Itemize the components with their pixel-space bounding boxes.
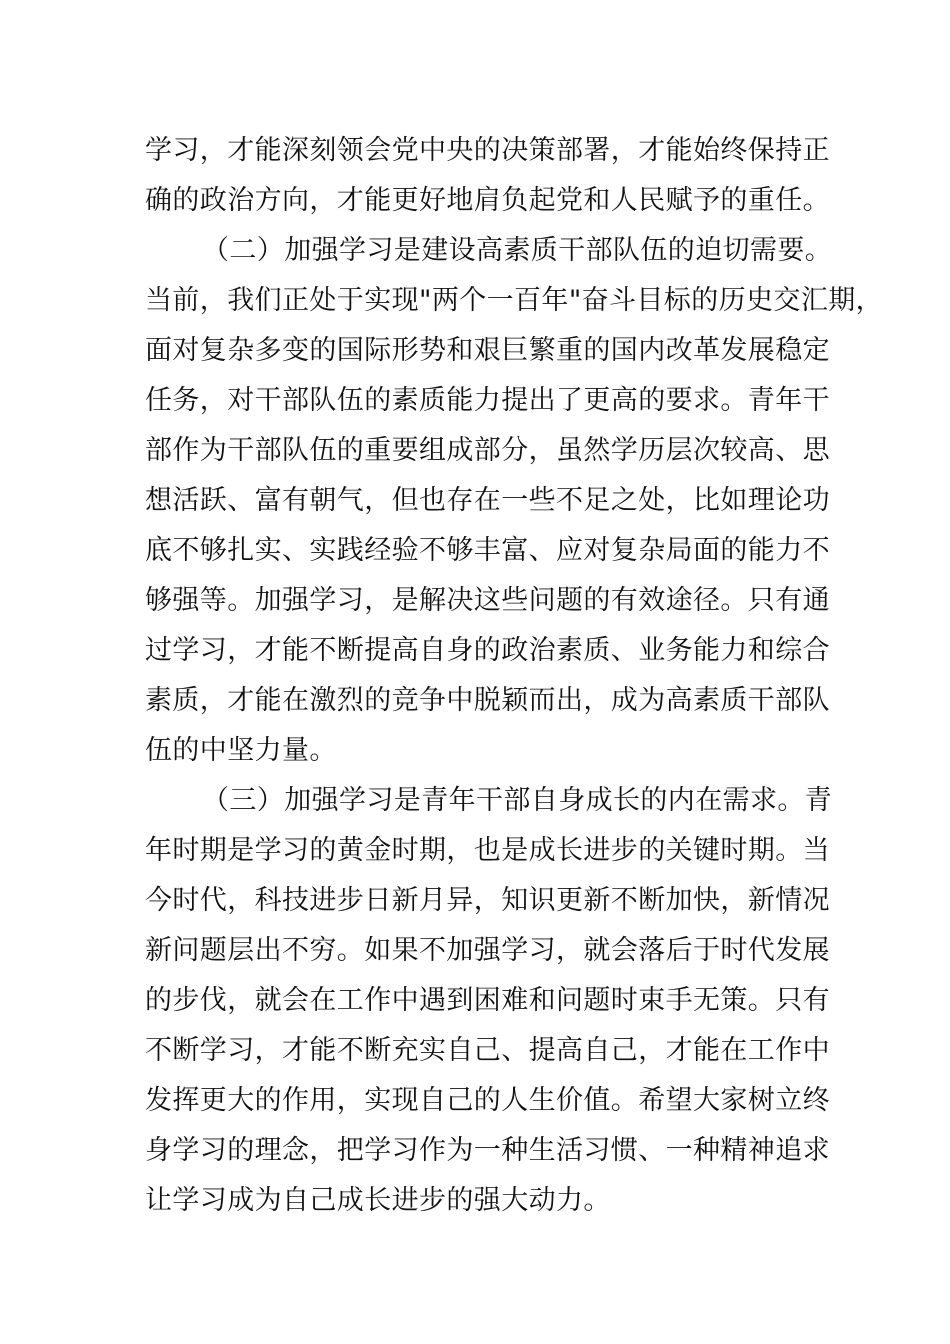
text-line: 今时代，科技进步日新月异，知识更新不断加快，新情况 (145, 885, 830, 916)
text-line: 当前，我们正处于实现"两个一百年"奋斗目标的历史交汇期， (145, 285, 884, 316)
document-body (145, 126, 884, 1226)
text-line: 够强等。加强学习，是解决这些问题的有效途径。只有通 (145, 585, 830, 616)
text-line: 伍的中坚力量。 (145, 735, 337, 766)
text-line: 过学习，才能不断提高自身的政治素质、业务能力和综合 (145, 635, 830, 666)
text-line: 面对复杂多变的国际形势和艰巨繁重的国内改革发展稳定 (145, 335, 830, 366)
section-heading-line: （三）加强学习是青年干部自身成长的内在需求。青 (202, 785, 833, 816)
section-heading-line: （二）加强学习是建设高素质干部队伍的迫切需要。 (202, 235, 833, 266)
text-line: 新问题层出不穷。如果不加强学习，就会落后于时代发展 (145, 935, 830, 966)
text-line: 素质，才能在激烈的竞争中脱颖而出，成为高素质干部队 (145, 685, 830, 716)
text-line: 的步伐，就会在工作中遇到困难和问题时束手无策。只有 (145, 985, 830, 1016)
text-line: 想活跃、富有朝气，但也存在一些不足之处，比如理论功 (145, 485, 830, 516)
text-line: 让学习成为自己成长进步的强大动力。 (145, 1185, 611, 1216)
text-line: 确的政治方向，才能更好地肩负起党和人民赋予的重任。 (145, 185, 830, 216)
text-line: 年时期是学习的黄金时期，也是成长进步的关键时期。当 (145, 835, 830, 866)
text-line: 底不够扎实、实践经验不够丰富、应对复杂局面的能力不 (145, 535, 830, 566)
text-line: 发挥更大的作用，实现自己的人生价值。希望大家树立终 (145, 1085, 830, 1116)
text-line: 部作为干部队伍的重要组成部分，虽然学历层次较高、思 (145, 435, 830, 466)
text-line: 学习，才能深刻领会党中央的决策部署，才能始终保持正 (145, 135, 830, 166)
text-line: 身学习的理念，把学习作为一种生活习惯、一种精神追求 (145, 1135, 830, 1166)
text-line: 不断学习，才能不断充实自己、提高自己，才能在工作中 (145, 1035, 830, 1066)
text-line: 任务，对干部队伍的素质能力提出了更高的要求。青年干 (145, 385, 830, 416)
